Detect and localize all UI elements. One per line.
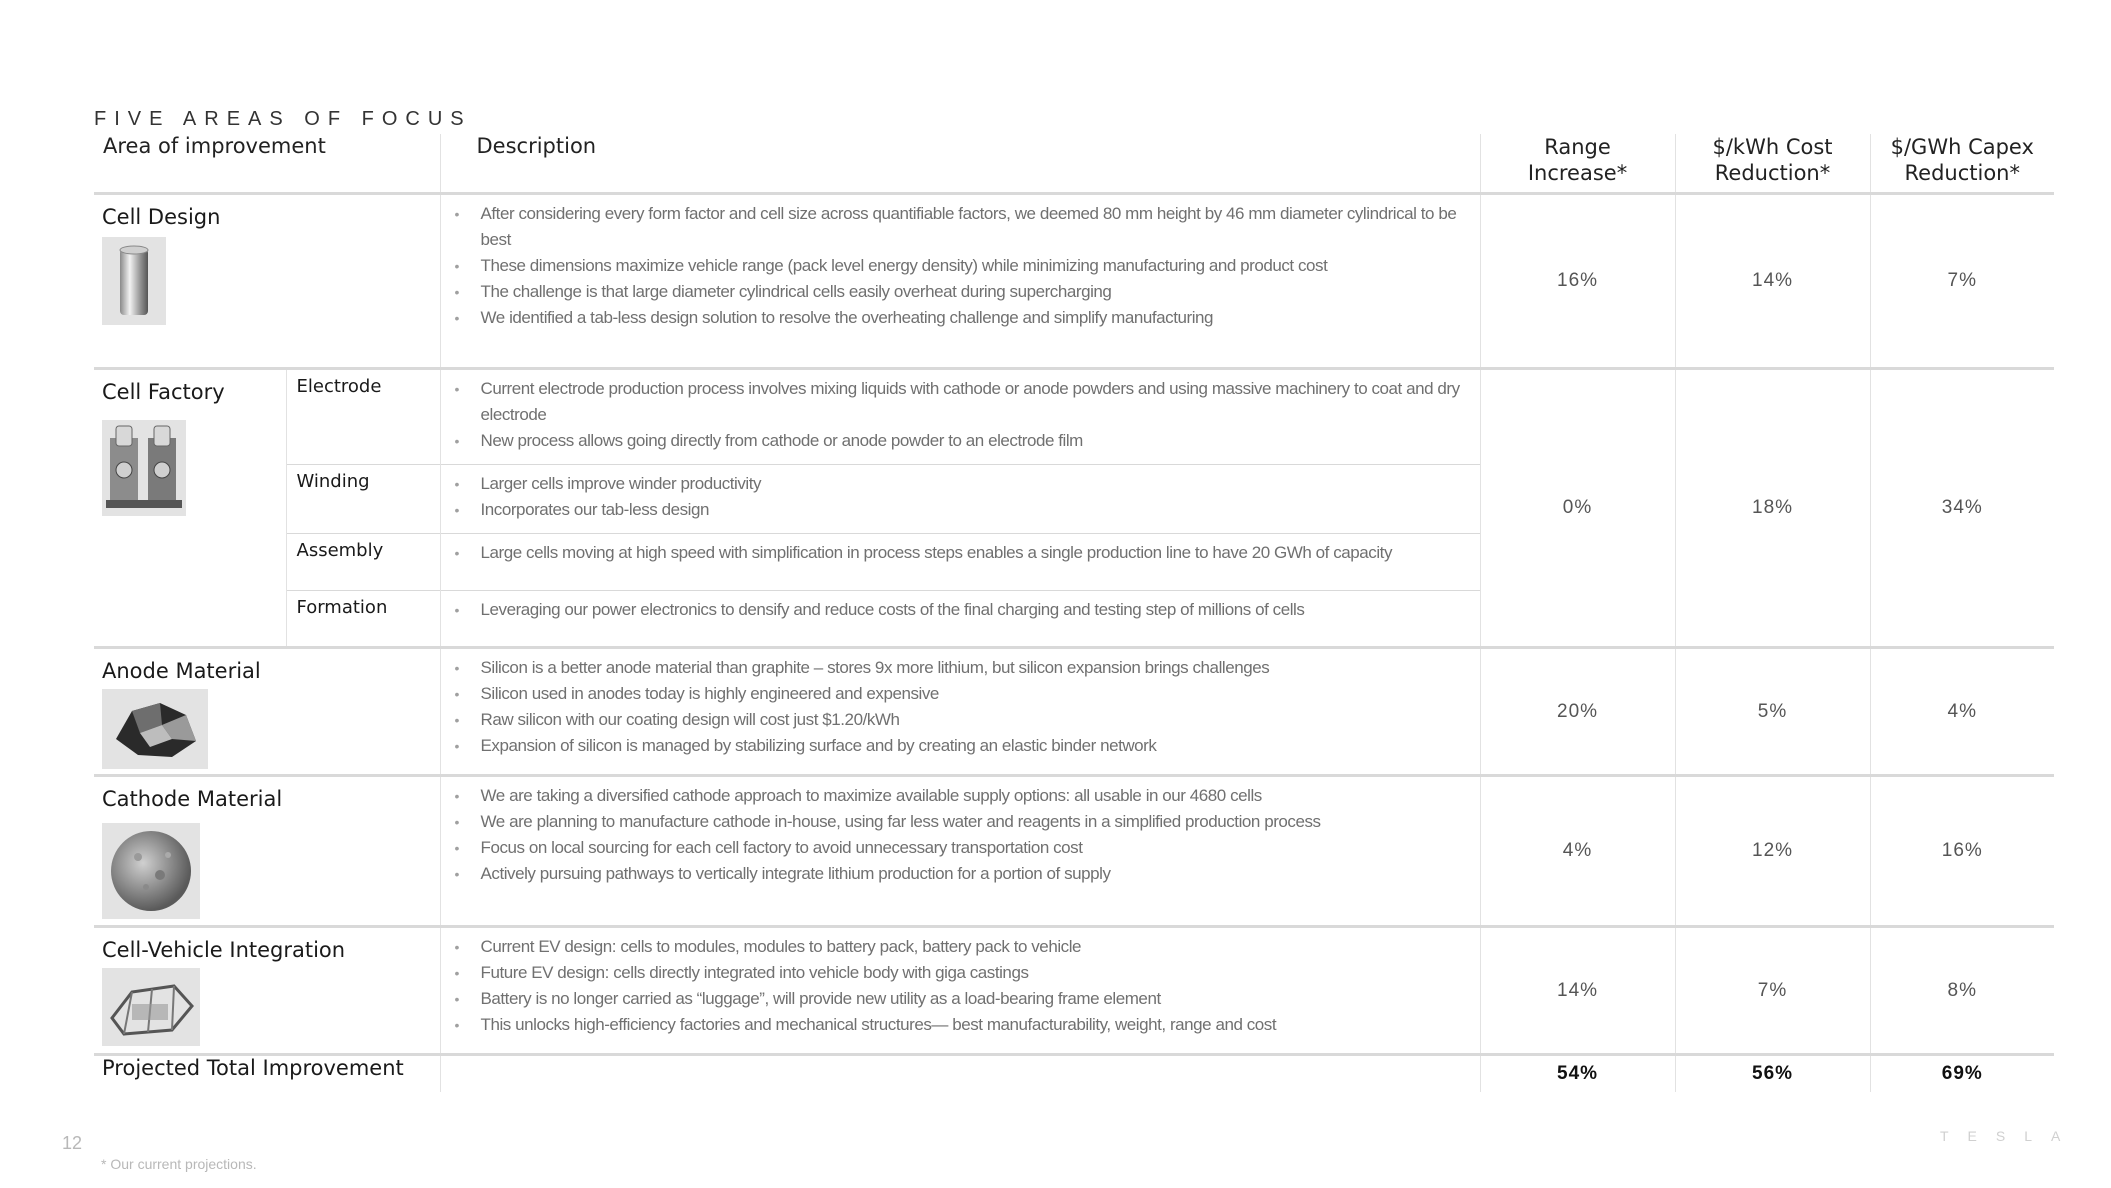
sub-winding: Winding xyxy=(286,465,440,534)
bullet: • Large cells moving at high speed with simplification in process steps enables a single production line to have 20 GWh of capacity xyxy=(481,540,1468,566)
row-anode xyxy=(94,648,2054,776)
vehicle-frame-image xyxy=(102,968,200,1046)
cost-value: 7% xyxy=(1675,927,1870,1055)
cost-value: 18% xyxy=(1675,369,1870,648)
capex-header: $/GWh Capex Reduction* xyxy=(1870,134,2054,194)
description-winding xyxy=(440,465,1480,534)
range-value: 20% xyxy=(1480,648,1675,776)
area-name: Cathode Material xyxy=(102,787,283,811)
bullet: • We identified a tab-less design solution to resolve the overheating challenge and simplify manufacturing xyxy=(481,305,1468,331)
description-cell-design xyxy=(440,194,1480,369)
total-capex-value: 69% xyxy=(1870,1055,2054,1093)
row-total xyxy=(94,1055,2054,1093)
area-name: Cell Design xyxy=(102,205,221,229)
bullet: • These dimensions maximize vehicle range (pack level energy density) while minimizing manufacturing and product cost xyxy=(481,253,1468,279)
capex-value: 4% xyxy=(1870,648,2054,776)
footnote: * Our current projections. xyxy=(101,1156,257,1172)
capex-value: 34% xyxy=(1870,369,2054,648)
description-electrode xyxy=(440,369,1480,465)
header-row xyxy=(94,134,2054,194)
bullet: • The challenge is that large diameter cylindrical cells easily overheat during supercharging xyxy=(481,279,1468,305)
row-cathode xyxy=(94,776,2054,927)
range-value: 16% xyxy=(1480,194,1675,369)
bullet: • We are taking a diversified cathode approach to maximize available supply options: all usable in our 4680 cells xyxy=(481,783,1468,809)
bullet: • We are planning to manufacture cathode in-house, using far less water and reagents in a simplified production process xyxy=(481,809,1468,835)
row-cell-design xyxy=(94,194,2054,369)
area-integration xyxy=(94,927,440,1055)
description-cathode xyxy=(440,776,1480,927)
slide-title: FIVE AREAS OF FOCUS xyxy=(94,108,472,130)
range-value: 4% xyxy=(1480,776,1675,927)
area-name: Anode Material xyxy=(102,659,261,683)
capex-value: 16% xyxy=(1870,776,2054,927)
description-header: Description xyxy=(440,134,1480,194)
description-anode xyxy=(440,648,1480,776)
range-value: 14% xyxy=(1480,927,1675,1055)
range-header: Range Increase* xyxy=(1480,134,1675,194)
bullet: • Larger cells improve winder productivity xyxy=(481,471,1468,497)
cost-header: $/kWh Cost Reduction* xyxy=(1675,134,1870,194)
focus-table xyxy=(94,134,2054,1092)
page-number: 12 xyxy=(62,1133,83,1153)
bullet: • Raw silicon with our coating design will cost just $1.20/kWh xyxy=(481,707,1468,733)
area-name: Cell-Vehicle Integration xyxy=(102,938,346,962)
sub-assembly: Assembly xyxy=(286,534,440,591)
area-cell-design xyxy=(94,194,440,369)
bullet: • Future EV design: cells directly integrated into vehicle body with giga castings xyxy=(481,960,1468,986)
description-assembly xyxy=(440,534,1480,591)
capex-value: 8% xyxy=(1870,927,2054,1055)
sub-formation: Formation xyxy=(286,591,440,648)
area-name: Cell Factory xyxy=(102,380,225,404)
bullet: • Current EV design: cells to modules, modules to battery pack, battery pack to vehicle xyxy=(481,934,1468,960)
total-cost-value: 56% xyxy=(1675,1055,1870,1093)
bullet: • Focus on local sourcing for each cell factory to avoid unnecessary transportation cost xyxy=(481,835,1468,861)
row-integration xyxy=(94,927,2054,1055)
description-integration xyxy=(440,927,1480,1055)
bullet: • This unlocks high-efficiency factories and mechanical structures— best manufacturability, weight, range and cost xyxy=(481,1012,1468,1038)
bullet: • After considering every form factor and cell size across quantifiable factors, we deemed 80 mm height by 46 mm diameter cylindrical to be best xyxy=(481,201,1468,253)
cost-value: 12% xyxy=(1675,776,1870,927)
bullet: • Leveraging our power electronics to densify and reduce costs of the final charging and testing step of millions of cells xyxy=(481,597,1468,623)
bullet: • Silicon used in anodes today is highly engineered and expensive xyxy=(481,681,1468,707)
bullet: • Battery is no longer carried as “luggage”, will provide new utility as a load-bearing frame element xyxy=(481,986,1468,1012)
area-anode xyxy=(94,648,440,776)
description-formation xyxy=(440,591,1480,648)
cost-value: 14% xyxy=(1675,194,1870,369)
silicon-rock-image xyxy=(102,689,208,769)
capex-value: 7% xyxy=(1870,194,2054,369)
cathode-sphere-image xyxy=(102,823,200,919)
area-header: Area of improvement xyxy=(103,134,326,158)
bullet: • Silicon is a better anode material than graphite – stores 9x more lithium, but silicon expansion brings challenges xyxy=(481,655,1468,681)
cylindrical-cell-image xyxy=(102,237,166,325)
bullet: • Actively pursuing pathways to vertically integrate lithium production for a portion of supply xyxy=(481,861,1468,887)
bullet: • Expansion of silicon is managed by stabilizing surface and by creating an elastic binder network xyxy=(481,733,1468,759)
brand-logo: TESLA xyxy=(1940,1128,2080,1144)
bullet: • Current electrode production process involves mixing liquids with cathode or anode powders and using massive machinery to coat and dry electrode xyxy=(481,376,1468,428)
total-range-value: 54% xyxy=(1480,1055,1675,1093)
cost-value: 5% xyxy=(1675,648,1870,776)
bullet: • Incorporates our tab-less design xyxy=(481,497,1468,523)
range-value: 0% xyxy=(1480,369,1675,648)
bullet: • New process allows going directly from cathode or anode powder to an electrode film xyxy=(481,428,1468,454)
row-cell-factory-electrode xyxy=(94,369,2054,465)
cell-factory-machine-image xyxy=(102,420,186,516)
area-cathode xyxy=(94,776,440,927)
total-label: Projected Total Improvement xyxy=(102,1056,404,1080)
area-total xyxy=(94,1055,440,1093)
sub-electrode: Electrode xyxy=(286,369,440,465)
area-cell-factory xyxy=(94,369,286,648)
